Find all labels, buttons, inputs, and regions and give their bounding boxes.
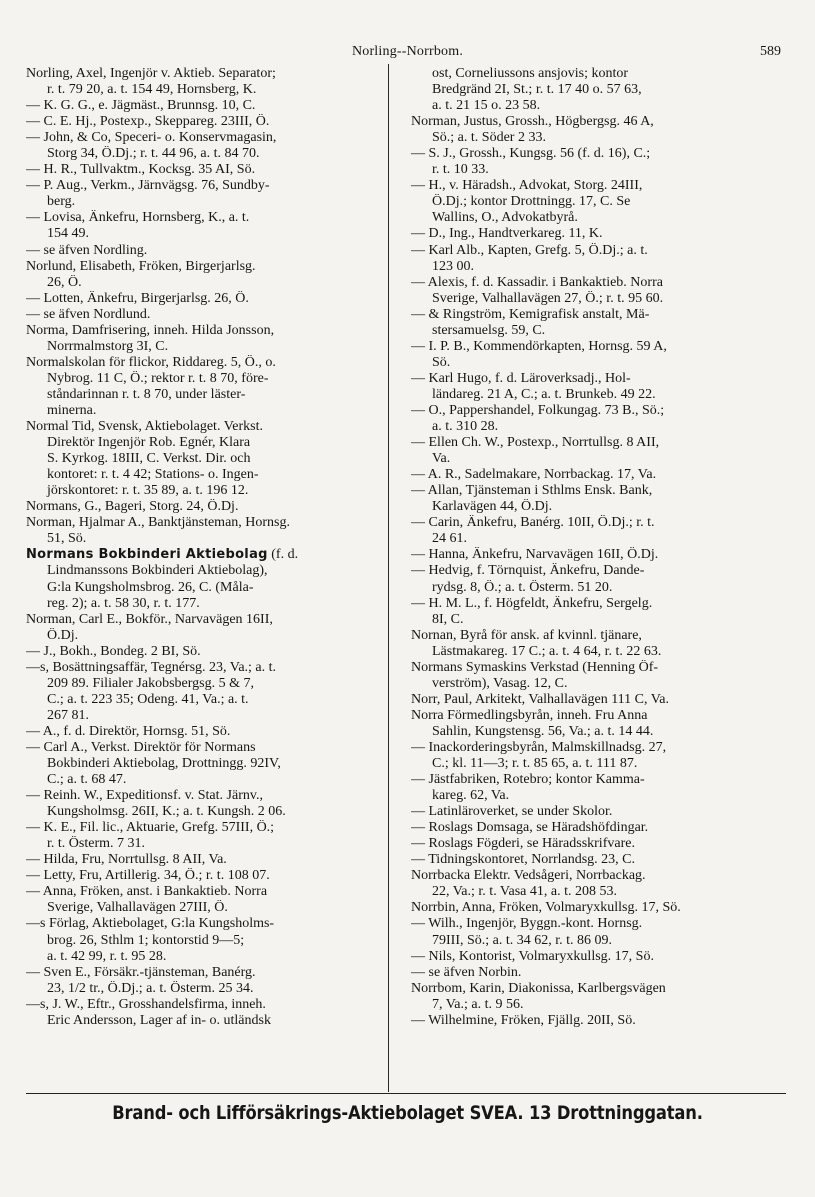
entry-line: reg. 2); a. t. 58 30, r. t. 177. [26,595,200,611]
entry-line: Norrbin, Anna, Fröken, Volmaryxkullsg. 17, Sö. [411,900,681,916]
entry-line: — Allan, Tjänsteman i Sthlms Ensk. Bank, [411,483,653,499]
entry-line: — Jästfabriken, Rotebro; kontor Kamma- [411,772,645,788]
entry-line: — Reinh. W., Expeditionsf. v. Stat. Järnv., [26,788,263,804]
left-column [26,66,378,1029]
entry-line: Sahlin, Kungstensg. 56, Va.; a. t. 14 44. [411,723,654,739]
entry-line: r. t. 10 33. [411,162,489,178]
entry-line: Norrbom, Karin, Diakonissa, Karlbergsvägen [411,980,666,996]
entry-line: — A. R., Sadelmakare, Norrbackag. 17, Va. [411,467,657,483]
entry-line: jörskontoret: r. t. 35 89, a. t. 196 12. [26,483,249,499]
entry-line: 154 49. [26,226,89,242]
entry-line: Va. [411,451,451,467]
entry-line: Norman, Justus, Grossh., Högbergsg. 46 A, [411,114,654,130]
entry-line: — S. J., Grossh., Kungsg. 56 (f. d. 16), C.; [411,146,651,162]
entry-line: Karlavägen 44, Ö.Dj. [411,499,553,515]
entry-line: — Karl Hugo, f. d. Läroverksadj., Hol- [411,370,631,386]
entry-line: — Lotten, Änkefru, Birgerjarlsg. 26, Ö. [26,290,249,306]
entry-line: Normal Tid, Svensk, Aktiebolaget. Verkst. [26,419,263,435]
entry-line: Norrbacka Elektr. Vedsågeri, Norrbackag. [411,868,646,884]
entry-line: Normans Symaskins Verkstad (Henning Öf- [411,659,659,675]
entry-line: C.; a. t. 223 35; Odeng. 41, Va.; a. t. [26,691,249,707]
entry-line: rydsg. 8, Ö.; a. t. Österm. 51 20. [411,579,613,595]
entry-line: Norrmalmstorg 3I, C. [26,338,169,354]
entry-line: — H., v. Häradsh., Advokat, Storg. 24III, [411,178,643,194]
entry-line: G:la Kungsholmsbrog. 26, C. (Måla- [26,579,254,595]
entry-line: Norlund, Elisabeth, Fröken, Birgerjarlsg. [26,258,256,274]
entry-line: — C. E. Hj., Postexp., Skeppareg. 23III, Ö. [26,114,270,130]
entry-line: —s, J. W., Eftr., Grosshandelsfirma, inneh. [26,996,266,1012]
entry-line: Storg 34, Ö.Dj.; r. t. 44 96, a. t. 84 70. [26,146,260,162]
entry-line: — se äfven Nordlund. [26,306,151,322]
entry-line: Lästmakareg. 17 C.; a. t. 4 64, r. t. 22 63. [411,643,662,659]
entry-line: ståndarinnan r. t. 8 70, under läster- [26,386,246,402]
entry-line: r. t. 79 20, a. t. 154 49, Hornsberg, K. [26,82,257,98]
entry-line: Bokbinderi Aktiebolag, Drottningg. 92IV, [26,756,281,772]
entry-line: — Ellen Ch. W., Postexp., Norrtullsg. 8 AII, [411,435,660,451]
entry-line: Sö.; a. t. Söder 2 33. [411,130,546,146]
entry-line: — Sven E., Försäkr.-tjänsteman, Banérg. [26,964,256,980]
entry-line: — K. G. G., e. Jägmäst., Brunnsg. 10, C. [26,98,256,114]
entry-line: Sverige, Valhallavägen 27, Ö.; r. t. 95 60. [411,290,664,306]
entry-line: 23, 1/2 tr., Ö.Dj.; a. t. Österm. 25 34. [26,980,254,996]
entry-line: stersamuelsg. 59, C. [411,322,546,338]
entry-line: minerna. [26,402,97,418]
entry-line: brog. 26, Sthlm 1; kontorstid 9—5; [26,932,245,948]
entry-line: Norr, Paul, Arkitekt, Valhallavägen 111 C, Va. [411,691,670,707]
entry-line: Lindmanssons Bokbinderi Aktiebolag), [26,563,268,579]
entry-line: a. t. 42 99, r. t. 95 28. [26,948,167,964]
entry-line: — Anna, Fröken, anst. i Bankaktieb. Norra [26,884,268,900]
entry-line: — O., Pappershandel, Folkungag. 73 B., Sö.; [411,402,665,418]
entry-line: — H. M. L., f. Högfeldt, Änkefru, Sergelg. [411,595,653,611]
entry-line: — Hilda, Fru, Norrtullsg. 8 AII, Va. [26,852,227,868]
entry-line: a. t. 21 15 o. 23 58. [411,98,541,114]
footer-rule-top [26,1093,786,1094]
page-header-title: Norling--Norrbom. [351,44,464,59]
entry-line: Nybrog. 11 C, Ö.; rektor r. t. 8 70, före- [26,370,269,386]
entry-line: — I. P. B., Kommendörkapten, Hornsg. 59 A, [411,338,667,354]
entry-line: — K. E., Fil. lic., Aktuarie, Grefg. 57III, Ö.; [26,820,275,836]
page-number: 589 [760,44,781,59]
entry-line: — Wilh., Ingenjör, Byggn.-kont. Hornsg. [411,916,643,932]
entry-line: — Hanna, Änkefru, Narvavägen 16II, Ö.Dj. [411,547,659,563]
entry-line: S. Kyrkog. 18III, C. Verkst. Dir. och [26,451,251,467]
entry-line: — Roslags Domsaga, se Häradshöfdingar. [411,820,649,836]
entry-line: — Inackorderingsbyrån, Malmskillnadsg. 27, [411,739,667,755]
entry-line: Normans, G., Bageri, Storg. 24, Ö.Dj. [26,499,239,515]
entry-line: kareg. 62, Va. [411,788,510,804]
entry-line: — Carin, Änkefru, Banérg. 10II, Ö.Dj.; r. t. [411,515,655,531]
entry-line: Norman, Carl E., Bokför., Narvavägen 16II, [26,611,273,627]
entry-line: ost, Corneliussons ansjovis; kontor [411,66,629,81]
entry-line: — J., Bokh., Bondeg. 2 BI, Sö. [26,643,201,659]
entry-line: 7, Va.; a. t. 9 56. [411,996,524,1012]
footer-advertisement: Brand- och Lifförsäkrings-Aktiebolaget SVEA. 13 Drottninggatan. [112,1102,703,1124]
entry-line: Kungsholmsg. 26II, K.; a. t. Kungsh. 2 06. [26,804,286,820]
entry-line: — John, & Co, Speceri- o. Konservmagasin, [26,130,277,146]
entry-line: 267 81. [26,707,89,723]
entry-line: 123 00. [411,258,474,274]
entry-line: — P. Aug., Verkm., Järnvägsg. 76, Sundby- [26,178,270,194]
entry-line: Bredgränd 2I, St.; r. t. 17 40 o. 57 63, [411,82,642,98]
entry-line: — Letty, Fru, Artillerig. 34, Ö.; r. t. 108 07. [26,868,270,884]
right-column [411,66,779,1029]
column-divider [388,64,389,1092]
entry-line: berg. [26,194,76,210]
entry-line: Eric Andersson, Lager af in- o. utländsk [26,1012,271,1028]
entry-line: Norma, Damfrisering, inneh. Hilda Jonsson, [26,322,275,338]
entry-line: Nornan, Byrå för ansk. af kvinnl. tjänare, [411,627,642,643]
entry-line: —s Förlag, Aktiebolaget, G:la Kungsholms- [26,916,275,932]
entry-line: Sverige, Valhallavägen 27III, Ö. [26,900,228,916]
entry-line: Normalskolan för flickor, Riddareg. 5, Ö., o. [26,354,276,370]
entry-line: Sö. [411,354,451,370]
entry-line: 209 89. Filialer Jakobsbergsg. 5 & 7, [26,675,255,691]
entry-line: — Karl Alb., Kapten, Grefg. 5, Ö.Dj.; a. t. [411,242,648,258]
entry-line: Direktör Ingenjör Rob. Egnér, Klara [26,435,251,451]
entry-line: Norman, Hjalmar A., Banktjänsteman, Hornsg. [26,515,291,531]
entry-line: — Wilhelmine, Fröken, Fjällg. 20II, Sö. [411,1012,636,1028]
entry-line: Wallins, O., Advokatbyrå. [411,210,578,226]
entry-line: ländareg. 21 A, C.; a. t. Brunkeb. 49 22. [411,386,656,402]
entry-line: 51, Sö. [26,531,87,547]
entry-line: — D., Ing., Handtverkareg. 11, K. [411,226,603,242]
entry-line: — & Ringström, Kemigrafisk anstalt, Mä- [411,306,650,322]
entry-line: r. t. Österm. 7 31. [26,836,145,852]
entry-line: C.; a. t. 68 47. [26,772,127,788]
entry-line: — A., f. d. Direktör, Hornsg. 51, Sö. [26,723,231,739]
entry-line: 24 61. [411,531,467,547]
entry-line: — Lovisa, Änkefru, Hornsberg, K., a. t. [26,210,250,226]
entry-line: Normans Bokbinderi Aktiebolag (f. d. [26,547,299,563]
entry-line: C.; kl. 11—3; r. t. 85 65, a. t. 111 87. [411,756,638,772]
entry-line: — Nils, Kontorist, Volmaryxkullsg. 17, Sö. [411,948,654,964]
entry-line: — Latinläroverket, se under Skolor. [411,804,613,820]
entry-line: verström), Vasag. 12, C. [411,675,568,691]
entry-line: Ö.Dj.; kontor Drottningg. 17, C. Se [411,194,631,210]
entry-line: — se äfven Norbin. [411,964,522,980]
entry-line: 26, Ö. [26,274,82,290]
entry-line: kontoret: r. t. 4 42; Stations- o. Ingen- [26,467,259,483]
entry-line: — Alexis, f. d. Kassadir. i Bankaktieb. Norra [411,274,663,290]
entry-line: 8I, C. [411,611,464,627]
entry-line: Norling, Axel, Ingenjör v. Aktieb. Separator; [26,66,276,81]
entry-line: 79III, Sö.; a. t. 34 62, r. t. 86 09. [411,932,613,948]
entry-line: — Roslags Fögderi, se Häradsskrifvare. [411,836,635,852]
entry-line: — Hedvig, f. Törnquist, Änkefru, Dande- [411,563,645,579]
entry-line: — Tidningskontoret, Norrlandsg. 23, C. [411,852,636,868]
entry-line: Ö.Dj. [26,627,79,643]
entry-line: a. t. 310 28. [411,419,499,435]
entry-line: — se äfven Nordling. [26,242,148,258]
entry-line: 22, Va.; r. t. Vasa 41, a. t. 208 53. [411,884,617,900]
entry-line: — Carl A., Verkst. Direktör för Normans [26,739,256,755]
entry-line: —s, Bosättningsaffär, Tegnérsg. 23, Va.; a. t. [26,659,277,675]
entry-line: Norra Förmedlingsbyrån, inneh. Fru Anna [411,707,648,723]
entry-line: — H. R., Tullvaktm., Kocksg. 35 AI, Sö. [26,162,256,178]
